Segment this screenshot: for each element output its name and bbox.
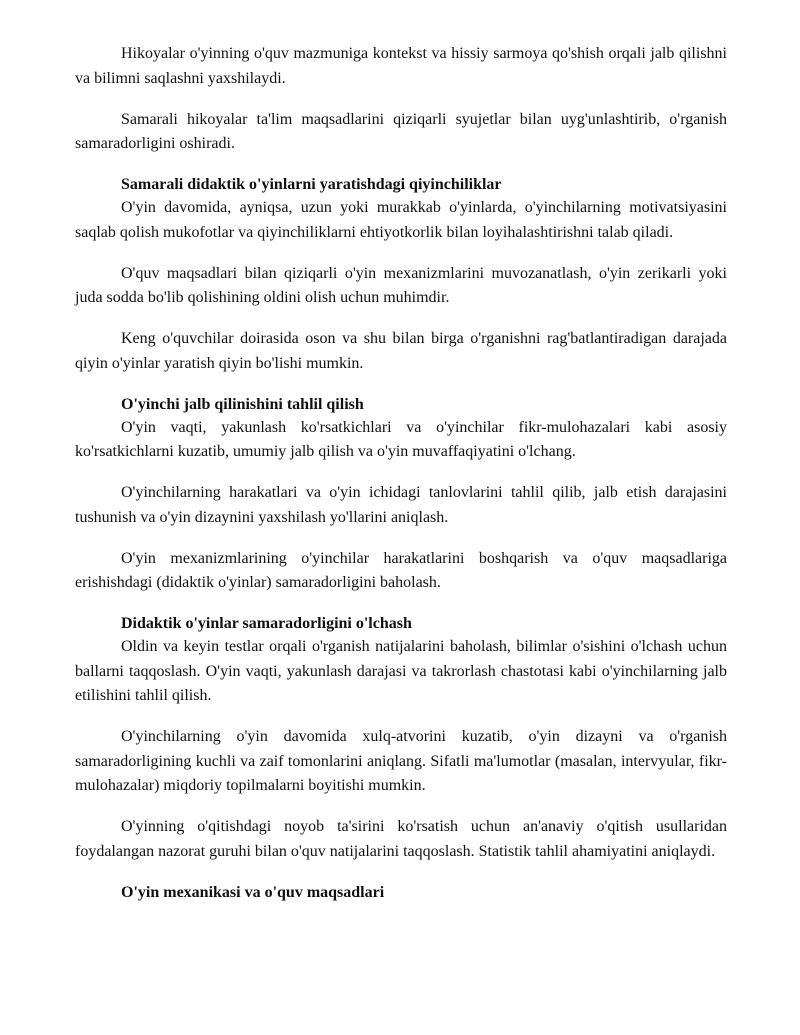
section-heading: Didaktik o'yinlar samaradorligini o'lchash [121,615,412,632]
section-challenges [75,173,727,376]
body-paragraph: Oldin va keyin testlar orqali o'rganish natijalarini baholash, bilimlar o'sishini o'lchash uchun ballarni taqqoslash. O'yin vaqti, yakunlash darajasi va takrorlash chastotasi kabi o'yinchilarning jalb etilishini tahlil qilish. [75,638,727,704]
document-page [75,42,727,904]
section-engagement-analysis [75,393,727,596]
body-paragraph: O'yin davomida, ayniqsa, uzun yoki murakkab o'yinlarda, o'yinchilarning motivatsiyasini saqlab qolish mukofotlar va qiyinchiliklarni ehtiyotkorlik bilan loyihalashtirishni talab qiladi. [75,199,727,241]
body-paragraph: O'yin mexanizmlarining o'yinchilar harakatlarini boshqarish va o'quv maqsadlariga erishishdagi (didaktik o'yinlar) samaradorligini baholash. [75,549,727,591]
body-paragraph: O'quv maqsadlari bilan qiziqarli o'yin mexanizmlarini muvozanatlash, o'yin zerikarli yoki juda sodda bo'lib qolishining oldini olish uchun muhimdir. [75,264,727,306]
section-heading-mechanics: O'yin mexanikasi va o'quv maqsadlari [121,883,385,901]
section-effectiveness-measurement [75,612,727,864]
section-heading: Samarali didaktik o'yinlarni yaratishdagi qiyinchiliklar [121,176,502,193]
body-paragraph: O'yinchilarning harakatlari va o'yin ichidagi tanlovlarini tahlil qilib, jalb etish darajasini tushunish va o'yin dizaynini yaxshilash yo'llarini aniqlash. [75,484,727,526]
body-paragraph: O'yin vaqti, yakunlash ko'rsatkichlari va o'yinchilar fikr-mulohazalari kabi asosiy ko'rsatkichlarni kuzatib, umumiy jalb qilish va o'yin muvaffaqiyatini o'lchang. [75,418,727,460]
body-paragraph: O'yinchilarning o'yin davomida xulq-atvorini kuzatib, o'yin dizayni va o'rganish samaradorligining kuchli va zaif tomonlarini aniqlang. Sifatli ma'lumotlar (masalan, intervyular, fikr-mulohazalar) miqdoriy topilmalarni boyitishi mumkin. [75,728,727,794]
body-paragraph: Keng o'quvchilar doirasida oson va shu bilan birga o'rganishni rag'batlantiradigan darajada qiyin o'yinlar yaratish qiyin bo'lishi mumkin. [75,330,727,372]
intro-paragraph: Samarali hikoyalar ta'lim maqsadlarini qiziqarli syujetlar bilan uyg'unlashtirib, o'rganish samaradorligini oshiradi. [75,110,727,152]
body-paragraph: O'yinning o'qitishdagi noyob ta'sirini ko'rsatish uchun an'anaviy o'qitish usullaridan foydalangan nazorat guruhi bilan o'quv natijalarini taqqoslash. Statistik tahlil ahamiyatini aniqlaydi. [75,818,727,860]
intro-paragraph: Hikoyalar o'yinning o'quv mazmuniga kontekst va hissiy sarmoya qo'shish orqali jalb qilishni va bilimni saqlashni yaxshilaydi. [75,45,727,87]
section-heading: O'yinchi jalb qilinishini tahlil qilish [121,395,364,413]
